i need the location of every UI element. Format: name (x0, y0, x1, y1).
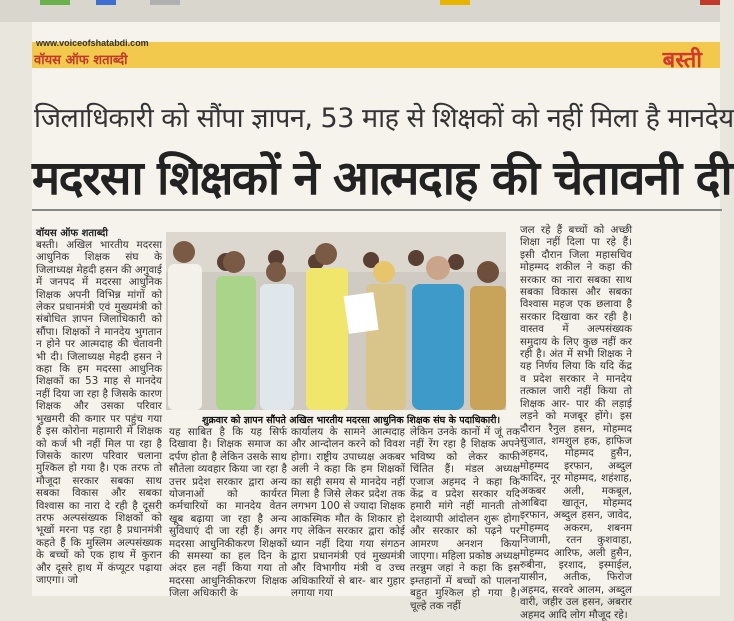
photo-illustration (166, 232, 506, 410)
color-chip (440, 0, 470, 5)
color-chip (700, 0, 720, 5)
color-chip (96, 0, 116, 5)
article-column-1 (36, 239, 162, 586)
article-column-3 (291, 426, 405, 600)
subheadline: जिलाधिकारी को सौंपा ज्ञापन, 53 माह से शिक्षकों को नहीं मिला है मानदेय (34, 103, 734, 134)
byline: वॉयस ऑफ शताब्दी (36, 228, 108, 239)
column-text: बस्ती। अखिल भारतीय मदरसा आधुनिक शिक्षक संघ के जिलाध्यक्ष मेहदी हसन की अगुवाई में जनपद में मदरसा आधुनिक शिक्षक अपनी विभिन्न मांगों को लेकर प्रधानमंत्री एवं मुख्यमंत्री को संबोधित ज्ञापन जिलाधिकारी को सौंपा। शिक्षकों ने मानदेय भुगतान न होने पर आत्मदाह की चेतावनी भी दी। जिलाध्यक्ष मेहदी हसन ने कहा कि हम मदरसा आधुनिक शिक्षकों का 53 माह से मानदेय नहीं दिया जा रहा है जिसके कारण शिक्षक और उसका परिवार भुखमरी की कगार पर पहुंच गया है इस कोरोना महामारी में शिक्षक को कर्ज भी नहीं मिल पा रहा है जिसके कारण परिवार चलाना मुश्किल हो गया है। एक तरफ तो मौजूदा सरकार सबका साथ सबका विकास और सबका विश्वास का नारा दे रही है दूसरी तरफ अल्पसंख्यक शिक्षकों को भूखों मरना पड़ रहा है प्रधानमंत्री कहते हैं कि मुस्लिम अल्पसंख्यक के बच्चों को एक हाथ में कुरान और दूसरे हाथ में कंप्यूटर पढ़ाया जाएगा। जो (36, 239, 162, 586)
photo-caption: शुक्रवार को ज्ञापन सौंपते अखिल भारतीय मदरसा आधुनिक शिक्षक संघ के पदाधिकारी। (202, 415, 501, 426)
headline-rule (32, 209, 722, 211)
color-chip (40, 0, 70, 5)
column-text: कार्यालय के सामने आत्मदाह और आन्दोलन करने को विवश होगा। राष्ट्रीय उपाध्यक्ष अकबर अली ने कहा कि हम शिक्षकों का सही समय से मानदेय नहीं मिला है जिसे लेकर प्रदेश तक लगभग 100 से ज्यादा शिक्षक आकस्मिक मौत के शिकार हो गए लेकिन सरकार द्वारा कोई ध्यान नहीं दिया गया संगठन द्वारा प्रधानमंत्री एवं मुख्यमंत्री और विभागीय मंत्री व उच्च अधिकारियों से बार- बार गुहार लगाया गया (291, 426, 405, 600)
news-photo (166, 232, 506, 410)
headline: मदरसा शिक्षकों ने आत्मदाह की चेतावनी दी (32, 151, 732, 206)
column-text: जल रहे हैं बच्चों को अच्छी शिक्षा नहीं दिला पा रहे हैं। इसी दौरान जिला महासचिव मोहम्मद शकील ने कहा की सरकार का नारा सबका साथ सबका विकास और सबका विश्वास महज एक छलावा है सरकार दिखावा कर रही है। वास्तव में अल्पसंख्यक समुदाय के लिए कुछ नहीं कर रही है। अंत में सभी शिक्षक ने यह निर्णय लिया कि यदि केंद्र व प्रदेश सरकार ने मानदेय तत्काल जारी नहीं किया तो शिक्षक आर- पार की लड़ाई लड़ने को मजबूर होंगे। इस दौरान रैनुल हसन, मोहम्मद सुजात, शमशुल हक, हाफिज अहमद, मोहम्मद हुसैन, मोहम्मद इरफान, अब्दुल कादिर, नूर मोहम्मद, शहंशाह, अकबर अली, मकबूल, आबिदा खातून, मोहम्मद इरफान, अब्दुल हसन, जावेद, मोहम्मद अकरम, शबनम निजामी, रतन कुशवाहा, मोहम्मद आरिफ, अली हुसैन, रुबीना, इरशाद, इस्माईल, यासीन, अतीक, फिरोज अहमद, सरवरे आलम, अब्दुल वारी, जहीर उल हसन, अबरार अहमद आदि लोग मौजूद रहे। (520, 224, 632, 621)
masthead (32, 36, 720, 73)
city-name: बस्ती (662, 48, 702, 73)
column-text: लेकिन उनके कानों में जूं तक नहीं रेंग रहा है शिक्षक अपने भविष्य को लेकर काफी चिंतित हैं। मंडल अध्यक्ष एजाज अहमद ने कहा कि केंद्र व प्रदेश सरकार यदि हमारी मांगे नहीं मानती तो देशव्यापी आंदोलन शुरू होगा और सरकार को पढ़ने पर आमरण अनशन किया जाएगा। महिला प्रकोष्ठ अध्यक्ष तरन्नुम जहां ने कहा कि इस इम्तहानों में बच्चों को पालना बहुत मुश्किल हो गया है। चूल्हे तक नहीं (410, 426, 520, 612)
page-top-strip (0, 0, 720, 22)
color-chip (150, 0, 180, 5)
masthead-url: www.voiceofshatabdi.com (36, 38, 149, 48)
article-column-4 (410, 426, 520, 612)
column-text: यह साबित है कि यह सिर्फ दिखावा है। शिक्षक समाज का दर्पण होता है लेकिन उसके साथ सौतेला व्यवहार किया जा रहा है उत्तर प्रदेश सरकार द्वारा अन्य योजनाओं को कार्यरत कर्मचारियों का मानदेय वेतन खूब बढ़ाया जा रहा है अन्य सुविधाएं दी जा रही हैं। अगर मदरसा आधुनिकीकरण शिक्षकों की समस्या का हल दिन के अंदर हल नहीं किया गया तो मदरसा आधुनिकीकरण शिक्षक जिला अधिकारी के (169, 426, 287, 600)
paper-name: वॉयस ऑफ शताब्दी (34, 53, 128, 68)
article-column-5 (520, 224, 632, 621)
newspaper-page (32, 22, 734, 621)
article-column-2 (169, 426, 287, 600)
